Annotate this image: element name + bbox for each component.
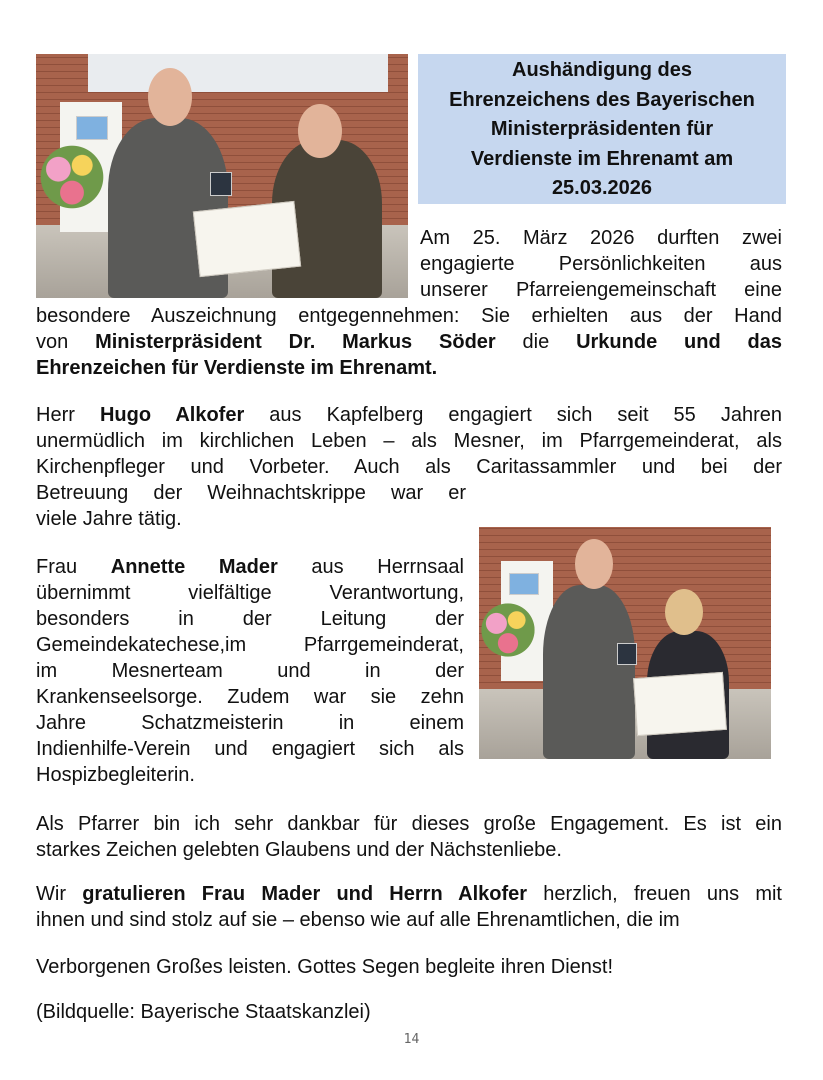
mader-line: Krankenseelsorge. Zudem war sie zehn <box>36 686 464 708</box>
mader-line: Indienhilfe-Verein und engagiert sich als <box>36 738 464 760</box>
title-line: 25.03.2026 <box>551 177 653 199</box>
intro-line: Am 25. März 2026 durften zwei <box>420 227 782 249</box>
thanks-line: Als Pfarrer bin ich sehr dankbar für dieses große Engagement. Es ist ein <box>36 813 782 835</box>
mader-line: im Mesnerteam und in der <box>36 660 464 682</box>
title-line: Ehrenzeichens des Bayerischen <box>449 88 755 111</box>
alkofer-line: viele Jahre tätig. <box>36 508 182 530</box>
image-source-text: (Bildquelle: Bayerische Staatskanzlei) <box>36 1001 371 1023</box>
mader-line: besonders in der Leitung der <box>36 608 464 630</box>
title-line: Aushändigung des <box>512 59 692 81</box>
intro-line <box>36 355 782 381</box>
article-title <box>418 54 786 204</box>
closing-line <box>36 954 782 980</box>
congrats-paragraph <box>36 881 782 933</box>
mader-line: Jahre Schatzmeisterin in einem <box>36 712 464 734</box>
closing-text: Verborgenen Großes leisten. Gottes Segen begleite ihren Dienst! <box>36 956 614 978</box>
page-number: 14 <box>403 1032 420 1047</box>
intro-paragraph-wide <box>36 303 782 381</box>
intro-line: von Ministerpräsident Dr. Markus Söder die Urkunde und das <box>36 331 782 353</box>
congrats-line: ihnen und sind stolz auf sie – ebenso wie auf alle Ehrenamtlichen, die im <box>36 909 680 931</box>
thanks-line: starkes Zeichen gelebten Glaubens und der Nächstenliebe. <box>36 839 562 861</box>
mader-paragraph <box>36 554 464 788</box>
alkofer-line: unermüdlich im kirchlichen Leben – als Mesner, im Pfarrgemeinderat, als <box>36 430 782 452</box>
intro-line: engagierte Persönlichkeiten aus <box>420 253 782 275</box>
intro-paragraph-narrow <box>420 225 782 303</box>
thanks-paragraph <box>36 811 782 863</box>
mader-line: Frau Annette Mader aus Herrnsaal <box>36 556 464 578</box>
alkofer-paragraph <box>36 402 782 532</box>
image-source <box>36 999 782 1025</box>
title-line: Verdienste im Ehrenamt am <box>470 147 734 170</box>
award-name-part1: Urkunde und das <box>576 331 782 353</box>
award-name-part2: Ehrenzeichen für Verdienste im Ehrenamt. <box>36 357 438 379</box>
photo-award-alkofer <box>36 54 408 298</box>
mader-line: übernimmt vielfältige Verantwortung, <box>36 582 464 604</box>
minister-name: Ministerpräsident Dr. Markus Söder <box>95 331 496 353</box>
alkofer-line: Herr Hugo Alkofer aus Kapfelberg engagiert sich seit 55 Jahren <box>36 404 782 426</box>
title-line: Ministerpräsidenten für <box>490 118 714 140</box>
honoree-name-alkofer: Hugo Alkofer <box>99 404 245 426</box>
alkofer-line: Betreuung der Weihnachtskrippe war er <box>36 482 466 504</box>
congrats-line: Wir gratulieren Frau Mader und Herrn Alkofer herzlich, freuen uns mit <box>36 883 782 905</box>
intro-line: unserer Pfarreiengemeinschaft eine <box>420 279 782 301</box>
photo-award-mader <box>479 527 771 759</box>
congrats-bold: gratulieren Frau Mader und Herrn Alkofer <box>82 883 528 905</box>
intro-line: besondere Auszeichnung entgegennehmen: Sie erhielten aus der Hand <box>36 305 782 327</box>
alkofer-line: Kirchenpfleger und Vorbeter. Auch als Caritassammler und bei der <box>36 456 782 478</box>
mader-line: Hospizbegleiterin. <box>36 764 195 786</box>
honoree-name-mader: Annette Mader <box>110 556 278 578</box>
mader-line: Gemeindekatechese,im Pfarrgemeinderat, <box>36 634 464 656</box>
